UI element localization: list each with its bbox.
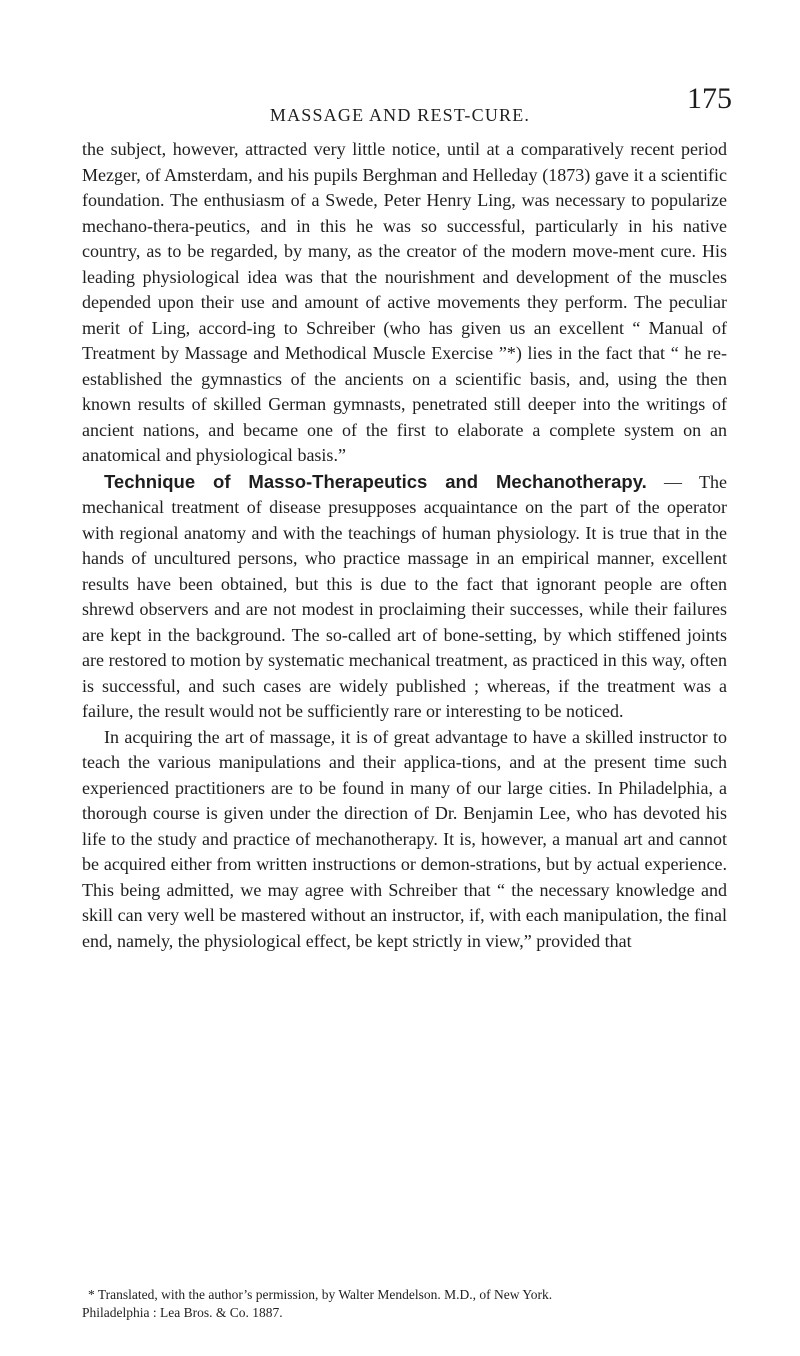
section-heading: Technique of Masso-Therapeutics and Mechanotherapy. <box>104 470 647 492</box>
paragraph-3: In acquiring the art of massage, it is of great advantage to have a skilled instructor to teach the various manipulations and their applica-tions, and at the present time such experienced practitioners are to be found in many of our large cities. In Philadelphia, a thorough course is given under the direction of Dr. Benjamin Lee, who has devoted his life to the study and practice of mechanotherapy. It is, however, a manual art and cannot be acquired either from written instructions or demon-strations, but by actual experience. This being admitted, we may agree with Schreiber that “ the necessary knowledge and skill can very well be mastered without an instructor, if, with each manipulation, the final end, namely, the physiological effect, be kept strictly in view,” provided that <box>82 726 727 951</box>
paragraph-1: the subject, however, attracted very little notice, until at a comparatively recent period Mezger, of Amsterdam, and his pupils Berghman and Helleday (1873) gave it a scientific foundation. The enthusiasm of a Swede, Peter Henry Ling, was necessary to popularize mechano-thera-peutics, and in this he was so successful, particularly in his native country, as to be regarded, by many, as the creator of the modern move-ment cure. His leading physiological idea was that the nourishment and development of the muscles depended upon their use and amount of active movements they perform. The peculiar merit of Ling, accord-ing to Schreiber (who has given us an excellent “ Manual of Treatment by Massage and Methodical Muscle Exercise ”*) lies in the fact that “ he re-established the gymnastics of the ancients on a scientific basis, and, using the then known results of skilled German gymnasts, penetrated still deeper into the writings of ancient nations, and became one of the first to elaborate a complete system on an anatomical and physiological basis.” <box>82 139 727 465</box>
paragraph-2-text: — The mechanical treatment of disease presupposes acquaintance on the part of the operator with regional anatomy and with the teachings of human physiology. It is true that in the hands of uncultured persons, who practice massage in an empirical manner, excellent results have been obtained, but this is due to the fact that ignorant people are often shrewd observers and are not modest in proclaiming their successes, while their failures are kept in the background. The so-called art of bone-setting, by which stiffened joints are restored to motion by systematic mechanical treatment, as practiced in this way, often is successful, and such cases are widely published ; whereas, if the treatment was a failure, the result would not be sufficiently rare or interesting to be noticed. <box>82 471 727 721</box>
body-text <box>82 137 727 954</box>
footnote <box>82 1286 732 1322</box>
page-number: 175 <box>687 82 732 115</box>
footnote-line-1: * Translated, with the author’s permission, by Walter Mendelson. M.D., of New York. <box>88 1287 553 1302</box>
footnote-line-2: Philadelphia : Lea Bros. & Co. 1887. <box>82 1305 283 1320</box>
running-title: MASSAGE AND REST-CURE. <box>269 105 531 125</box>
paragraph-2 <box>82 469 727 725</box>
running-header <box>70 84 730 124</box>
